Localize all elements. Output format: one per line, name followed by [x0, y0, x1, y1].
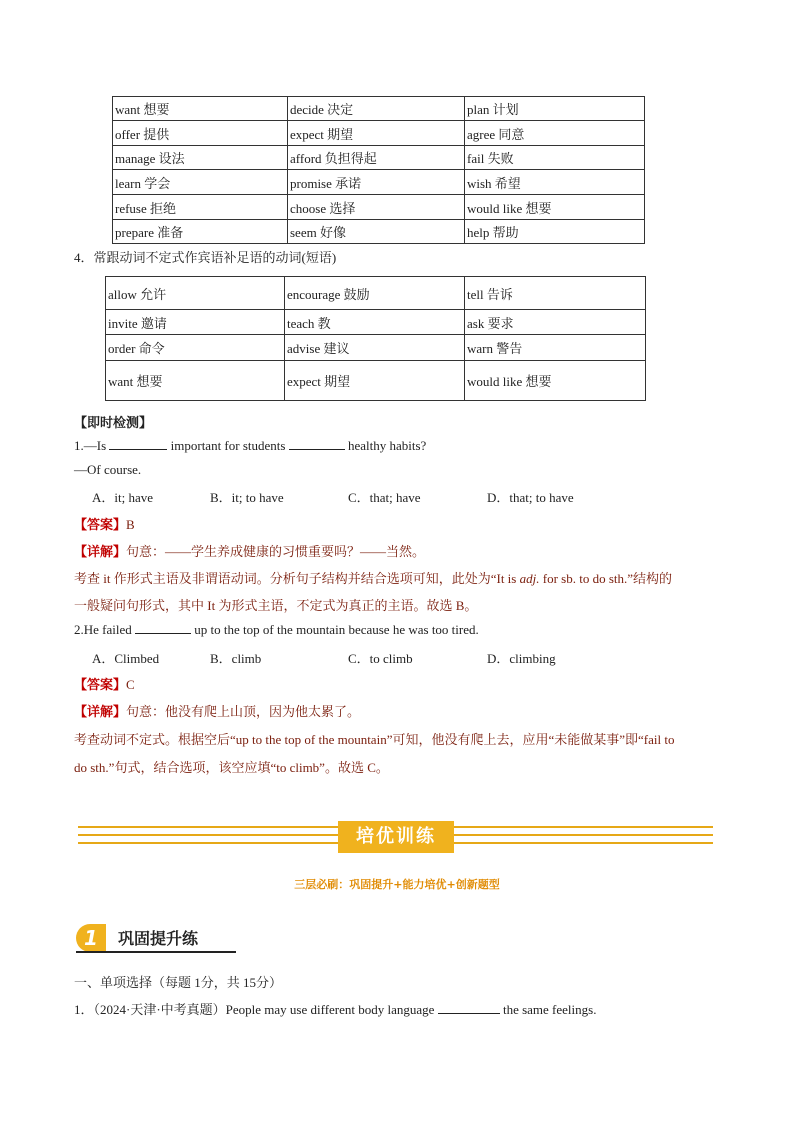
- q2-detail: 【详解】句意：他没有爬上山顶，因为他太累了。: [74, 704, 361, 719]
- section-number-badge: 1: [76, 924, 106, 952]
- q1-reply: —Of course.: [74, 462, 142, 477]
- table-row: [113, 220, 645, 244]
- q3-stem: 1．（2024·天津·中考真题）People may use different body language the same feelings.: [74, 1002, 597, 1017]
- q2-option-b: B．climb: [210, 651, 262, 666]
- q1-detail: 【详解】句意：——学生养成健康的习惯重要吗？——当然。: [74, 544, 426, 559]
- table-cell: expect 期望: [288, 121, 465, 146]
- table-cell: wish 希望: [465, 170, 645, 195]
- table-row: [113, 146, 645, 170]
- table-cell: agree 同意: [465, 121, 645, 146]
- q2-answer: 【答案】C: [74, 677, 135, 692]
- table-cell: advise 建议: [285, 335, 465, 361]
- table-cell: refuse 拒绝: [113, 195, 288, 220]
- q2-explanation-1: 考查动词不定式。根据空后“up to the top of the mountain”可知，他没有爬上去，应用“未能做某事”即“fail to: [74, 732, 675, 747]
- table-cell: want 想要: [113, 97, 288, 121]
- table-cell: would like 想要: [465, 361, 646, 401]
- table-row: [106, 310, 646, 335]
- table-cell: teach 教: [285, 310, 465, 335]
- table-cell: tell 告诉: [465, 277, 646, 310]
- table-cell: learn 学会: [113, 170, 288, 195]
- table-cell: warn 警告: [465, 335, 646, 361]
- table-cell: choose 选择: [288, 195, 465, 220]
- table-cell: expect 期望: [285, 361, 465, 401]
- part-one-heading: 一、单项选择（每题 1分，共 15分）: [74, 975, 283, 990]
- table-row: [106, 361, 646, 401]
- q2-option-d: D．climbing: [487, 651, 556, 666]
- verb-table-2: [105, 276, 646, 401]
- table-row: [113, 121, 645, 146]
- section-underline: [76, 951, 236, 953]
- table-row: [113, 195, 645, 220]
- q2-stem: 2.He failed up to the top of the mountain because he was too tired.: [74, 622, 479, 637]
- q2-option-a: A．Climbed: [92, 651, 160, 666]
- table-row: [106, 277, 646, 310]
- q1-option-a: A．it; have: [92, 490, 154, 505]
- table-cell: offer 提供: [113, 121, 288, 146]
- q1-explanation-1: 考查 it 作形式主语及非谓语动词。分析句子结构并结合选项可知，此处为“It is adj. for sb. to do sth.”结构的: [74, 571, 673, 586]
- section-banner: 培优训练: [338, 821, 454, 853]
- q1-option-b: B．it; to have: [210, 490, 284, 505]
- table-cell: want 想要: [106, 361, 285, 401]
- table-row: [113, 170, 645, 195]
- section-title: 巩固提升练: [118, 929, 199, 948]
- table-row: [113, 97, 645, 121]
- table-row: [106, 335, 646, 361]
- table-cell: fail 失败: [465, 146, 645, 170]
- q1-option-d: D．that; to have: [487, 490, 574, 505]
- table-cell: decide 决定: [288, 97, 465, 121]
- table-cell: encourage 鼓励: [285, 277, 465, 310]
- table-cell: order 命令: [106, 335, 285, 361]
- q2-explanation-2: do sth.”句式，结合选项，该空应填“to climb”。故选 C。: [74, 760, 389, 775]
- table-cell: plan 计划: [465, 97, 645, 121]
- table-cell: seem 好像: [288, 220, 465, 244]
- q1-option-c: C．that; have: [348, 490, 421, 505]
- table-cell: invite 邀请: [106, 310, 285, 335]
- q2-option-c: C．to climb: [348, 651, 413, 666]
- check-heading: 【即时检测】: [74, 415, 153, 430]
- table-cell: allow 允许: [106, 277, 285, 310]
- table-cell: help 帮助: [465, 220, 645, 244]
- q1-explanation-2: 一般疑问句形式，其中 It 为形式主语，不定式为真正的主语。故选 B。: [74, 598, 478, 613]
- table-cell: ask 要求: [465, 310, 646, 335]
- table-cell: would like 想要: [465, 195, 645, 220]
- verb-table-1: [112, 96, 645, 244]
- q1-answer: 【答案】B: [74, 517, 135, 532]
- table-cell: prepare 准备: [113, 220, 288, 244]
- table-cell: manage 设法: [113, 146, 288, 170]
- table-cell: afford 负担得起: [288, 146, 465, 170]
- banner-subtitle: 三层必刷：巩固提升+能力培优+创新题型: [294, 878, 500, 891]
- heading-4: 4．常跟动词不定式作宾语补足语的动词(短语): [74, 250, 337, 265]
- q1-stem: 1.—Is important for students healthy habits?: [74, 438, 427, 453]
- table-cell: promise 承诺: [288, 170, 465, 195]
